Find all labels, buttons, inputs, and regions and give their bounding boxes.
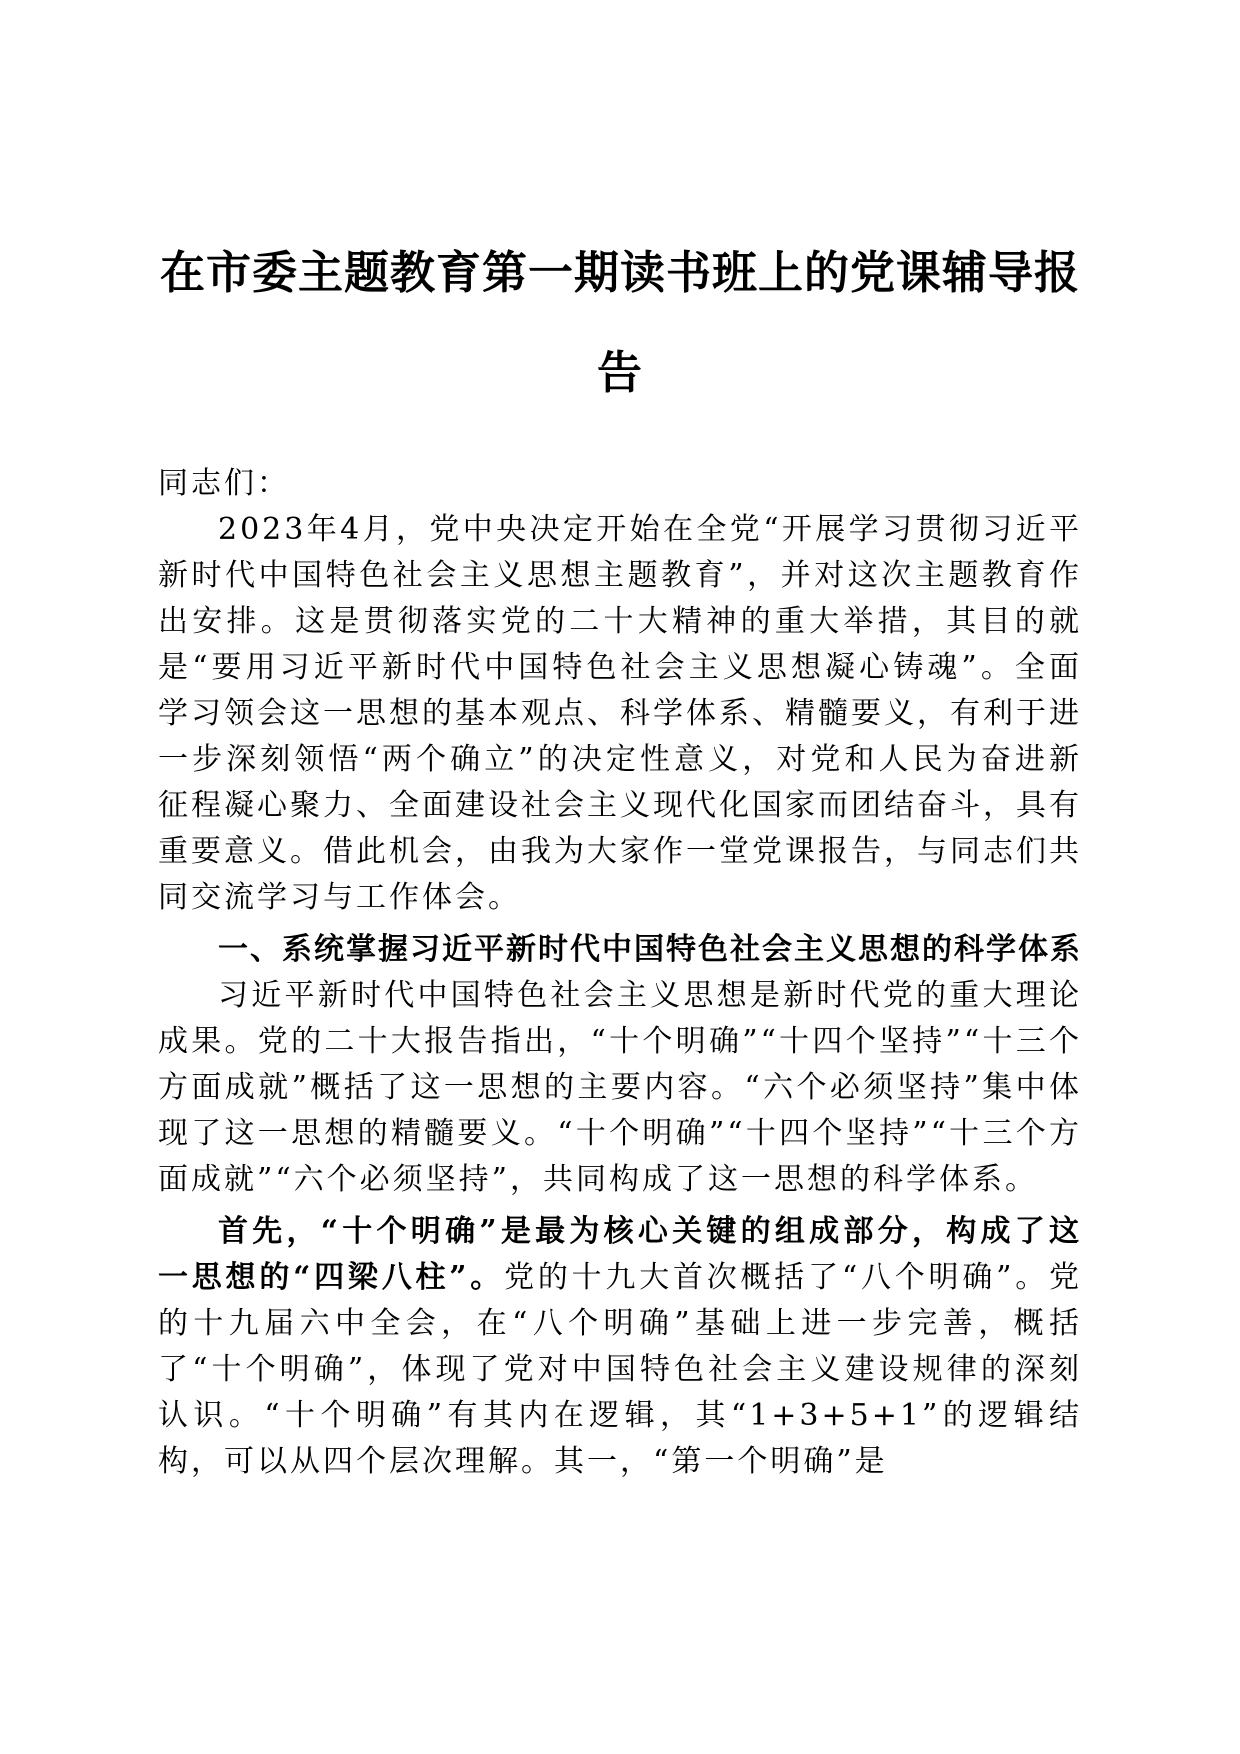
document-title: 在市委主题教育第一期读书班上的党课辅导报告 [159,246,1080,399]
document-body [158,461,1082,1485]
paragraph-lead-bold: 首先，“十个明确”是最为核心关键的组成部分，构成了这一思想的“四梁八柱”。 [158,1214,1082,1295]
salutation: 同志们： [158,466,290,501]
document-page [158,0,1082,1485]
paragraph-intro: 2023年4月，党中央决定开始在全党“开展学习贯彻习近平新时代中国特色社会主义思想主题教育”，并对这次主题教育作出安排。这是贯彻落实党的二十大精神的重大举措，其目的就是“要用习近平新时代中国特色社会主义思想凝心铸魂”。全面学习领会这一思想的基本观点、科学体系、精髓要义，有利于进一步深刻领悟“两个确立”的决定性意义，对党和人民为奋进新征程凝心聚力、全面建设社会主义现代化国家而团结奋斗，具有重要意义。借此机会，由我为大家作一堂党课报告，与同志们共同交流学习与工作体会。 [158,512,1082,915]
paragraph-scientific-system: 习近平新时代中国特色社会主义思想是新时代党的重大理论成果。党的二十大报告指出，“十个明确”“十四个坚持”“十三个方面成就”概括了这一思想的主要内容。“六个必须坚持”集中体现了这一思想的精髓要义。“十个明确”“十四个坚持”“十三个方面成就”“六个必须坚持”，共同构成了这一思想的科学体系。 [158,978,1082,1197]
paragraph-rest: 党的十九大首次概括了“八个明确”。党的十九届六中全会，在“八个明确”基础上进一步完善，概括了“十个明确”，体现了党对中国特色社会主义建设规律的深刻认识。“十个明确”有其内在逻辑，其“1+3+5+1”的逻辑结构，可以从四个层次理解。其一，“第一个明确”是 [158,1260,1082,1479]
section-heading-1: 一、系统掌握习近平新时代中国特色社会主义思想的科学体系 [218,932,1082,967]
paragraph-ten-clarifications [158,1209,1082,1485]
